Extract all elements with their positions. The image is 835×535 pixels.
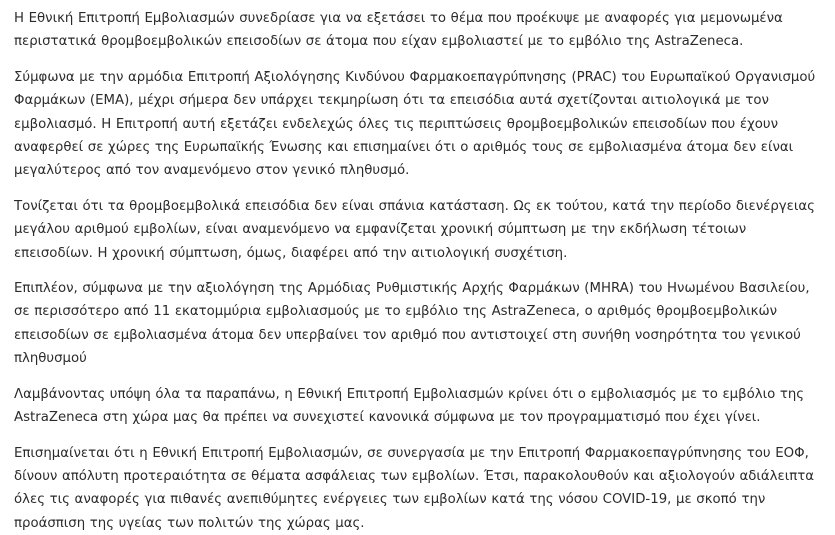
paragraph-mhra-assessment: Επιπλέον, σύμφωνα με την αξιολόγηση της Αρμόδιας Ρυθμιστικής Αρχής Φαρμάκων (MHRA) του Ηνωμένου Βασιλείου, σε περισσότερο από 11 εκατομμύρια εμβολιασμούς με το εμβόλιο της AstraZeneca, ο αριθμός θρομβοεμβολικών επεισοδίων σε εμβολιασμένα άτομα δεν υπερβαίνει τον αριθμό που αντιστοιχεί στη συνήθη νοσηρότητα του γενικού πληθυσμού [14, 277, 821, 371]
paragraph-safety-priority: Επισημαίνεται ότι η Εθνική Επιτροπή Εμβολιασμών, σε συνεργασία με την Επιτροπή Φαρμακοεπαγρύπνησης του ΕΟΦ, δίνουν απόλυτη προτεραιότητα σε θέματα ασφάλειας των εμβολίων. Έτσι, παρακολουθούν και αξιολογούν αδιάλειπτα όλες τις αναφορές για πιθανές ανεπιθύμητες ενέργειες των εμβολίων κατά της νόσου COVID-19, με σκοπό την προάσπιση της υγείας των πολιτών της χώρας μας. [14, 442, 821, 535]
paragraph-continue-vaccination: Λαμβάνοντας υπόψη όλα τα παραπάνω, η Εθνική Επιτροπή Εμβολιασμών κρίνει ότι ο εμβολιασμός με το εμβόλιο της AstraZeneca στη χώρα μας θα πρέπει να συνεχιστεί κανονικά σύμφωνα με τον προγραμματισμό που έχει γίνει. [14, 383, 821, 430]
paragraph-temporal-coincidence: Τονίζεται ότι τα θρομβοεμβολικά επεισόδια δεν είναι σπάνια κατάσταση. Ως εκ τούτου, κατά την περίοδο διενέργειας μεγάλου αριθμού εμβολίων, είναι αναμενόμενο να εμφανίζεται χρονική σύμπτωση με την εκδήλωση τέτοιων επεισοδίων. Η χρονική σύμπτωση, όμως, διαφέρει από την αιτιολογική συσχέτιση. [14, 195, 821, 265]
paragraph-prac-assessment: Σύμφωνα με την αρμόδια Επιτροπή Αξιολόγησης Κινδύνου Φαρμακοεπαγρύπνησης (PRAC) του Ευρωπαϊκού Οργανισμού Φαρμάκων (ΕΜΑ), μέχρι σήμερα δεν υπάρχει τεκμηρίωση ότι τα επεισόδια αυτά σχετίζονται αιτιολογικά με τον εμβολιασμό. Η Επιτροπή αυτή εξετάζει ενδελεχώς όλες τις περιπτώσεις θρομβοεμβολικών επεισοδίων που έχουν αναφερθεί σε χώρες της Ευρωπαϊκής Ένωσης και επισημαίνει ότι ο αριθμός τους σε εμβολιασμένα άτομα δεν είναι μεγαλύτερος από τον αναμενόμενο στον γενικό πληθυσμό. [14, 66, 821, 183]
paragraph-committee-meeting: Η Εθνική Επιτροπή Εμβολιασμών συνεδρίασε για να εξετάσει το θέμα που προέκυψε με αναφορές για μεμονωμένα περιστατικά θρομβοεμβολικών επεισοδίων σε άτομα που είχαν εμβολιαστεί με το εμβόλιο της AstraZeneca. [14, 7, 821, 54]
